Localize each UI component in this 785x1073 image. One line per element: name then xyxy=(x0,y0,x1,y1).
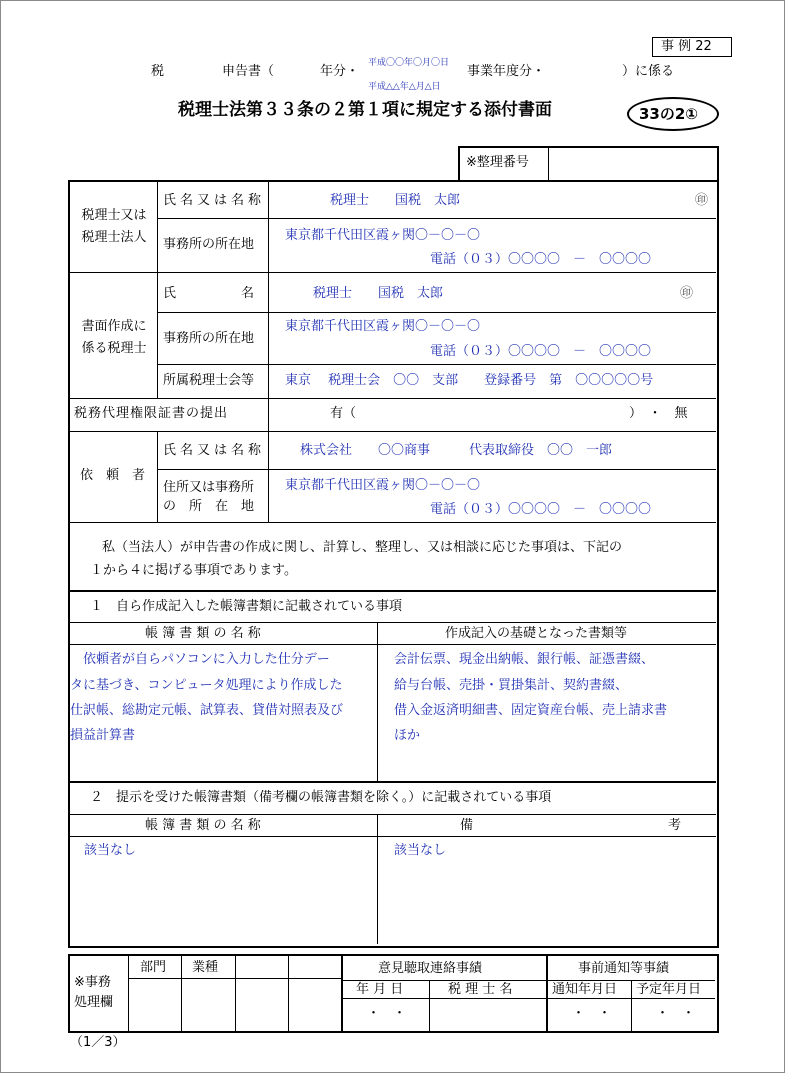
office-dots: ・ ・ xyxy=(367,1006,407,1021)
client-name-value: 株式会社 〇〇商事 代表取締役 〇〇 一郎 xyxy=(300,443,613,458)
page-number: （1／3） xyxy=(70,1035,126,1050)
preparer-association-label: 所属税理士会等 xyxy=(163,373,255,388)
preparer-phone-value: 電話（０３）〇〇〇〇 － 〇〇〇〇 xyxy=(430,344,652,359)
section2-title: ２ 提示を受けた帳簿書類（備考欄の帳簿書類を除く。）に記載されている事項 xyxy=(90,790,552,805)
office-dots: ・ ・ xyxy=(656,1006,696,1021)
office-nengappi: 年 月 日 xyxy=(356,982,404,997)
office-jizen-header: 事前通知等事績 xyxy=(578,961,670,976)
office-tsuchi-date: 通知年月日 xyxy=(552,982,618,997)
section1-col2-header: 作成記入の基礎となった書類等 xyxy=(445,626,628,641)
header-kakaru: ）に係る xyxy=(622,64,675,79)
section2-col2-header: 備 考 xyxy=(460,818,682,833)
section1-col2-line: 会計伝票、現金出納帳、銀行帳、証憑書綴、 xyxy=(394,652,655,667)
office-iken-header: 意見聴取連絡事績 xyxy=(378,961,483,976)
section2-col1-value: 該当なし xyxy=(84,843,137,858)
office-bumon: 部門 xyxy=(140,960,167,975)
tax-accountant-name-label: 氏名又は名称 xyxy=(163,193,266,208)
section1-col1-line: 損益計算書 xyxy=(70,728,136,743)
proxy-label: 税務代理権限証書の提出 xyxy=(74,406,229,421)
section1-col1-header: 帳 簿 書 類 の 名 称 xyxy=(145,626,261,641)
preparer-group-label: 書面作成に 係る税理士 xyxy=(81,319,147,356)
preparer-name-label: 氏 名 xyxy=(163,286,255,301)
tax-accountant-address-label: 事務所の所在地 xyxy=(163,237,255,252)
office-dots: ・ ・ xyxy=(572,1006,612,1021)
tax-accountant-name-value: 税理士 国税 太郎 xyxy=(330,193,461,208)
example-badge xyxy=(652,37,732,57)
section2-col1-header: 帳 簿 書 類 の 名 称 xyxy=(145,818,261,833)
preparer-seal: ㊞ xyxy=(680,286,694,301)
section1-col1-line: タに基づき、コンピュータ処理により作成した xyxy=(70,678,343,693)
office-yotei-date: 予定年月日 xyxy=(636,982,702,997)
client-address-label: 住所又は事務所 xyxy=(163,480,255,495)
section1-title: １ 自ら作成記入した帳簿書類に記載されている事項 xyxy=(90,599,403,614)
client-name-label: 氏名又は名称 xyxy=(163,443,266,458)
header-zei: 税 xyxy=(151,64,165,79)
preparer-association-value: 東京 税理士会 〇〇 支部 登録番号 第 〇〇〇〇〇号 xyxy=(285,373,654,388)
section1-col1-line: 仕訳帳、総勘定元帳、試算表、貸借対照表及び xyxy=(70,703,344,718)
section1-col2-line: ほか xyxy=(394,728,421,743)
section1-col2-line: 給与台帳、売掛・買掛集計、契約書綴、 xyxy=(394,678,629,693)
seiri-input[interactable] xyxy=(550,148,713,178)
client-address-value: 東京都千代田区霞ヶ関〇－〇－〇 xyxy=(285,478,481,493)
office-zeirishi-mei: 税 理 士 名 xyxy=(448,982,513,997)
client-address-label2: の 所 在 地 xyxy=(163,499,255,514)
preparer-address-value: 東京都千代田区霞ヶ関〇－〇－〇 xyxy=(285,319,481,334)
preparer-address-label: 事務所の所在地 xyxy=(163,331,255,346)
proxy-value: 有（ ） ・ 無 xyxy=(330,406,688,421)
header-jigyo: 事業年度分・ xyxy=(467,64,546,79)
seiri-label: ※整理番号 xyxy=(466,155,529,170)
tax-accountant-seal: ㊞ xyxy=(695,193,709,208)
office-label: ※事務 処理欄 xyxy=(74,975,114,1010)
statement-line2: １から４に掲げる事項であります。 xyxy=(90,563,297,578)
section1-col2-line: 借入金返済明細書、固定資産台帳、売上請求書 xyxy=(394,703,668,718)
client-phone-value: 電話（０３）〇〇〇〇 － 〇〇〇〇 xyxy=(430,502,652,517)
page-title: 税理士法第３３条の２第１項に規定する添付書面 xyxy=(178,100,552,120)
office-gyoshu: 業種 xyxy=(192,960,219,975)
section1-col1-line: 依頼者が自らパソコンに入力した仕分デー xyxy=(70,652,330,667)
tax-accountant-phone-value: 電話（０３）〇〇〇〇 － 〇〇〇〇 xyxy=(430,252,652,267)
tax-accountant-address-value: 東京都千代田区霞ヶ関〇－〇－〇 xyxy=(285,228,481,243)
example-label: 事 例 22 xyxy=(661,39,712,54)
preparer-name-value: 税理士 国税 太郎 xyxy=(313,286,444,301)
form-number-badge xyxy=(627,97,719,131)
section2-col2-value: 該当なし xyxy=(394,843,447,858)
header-shinkokusho: 申告書（ xyxy=(222,64,275,79)
tax-accountant-group-label: 税理士又は 税理士法人 xyxy=(81,208,147,245)
client-group-label: 依 頼 者 xyxy=(80,468,146,483)
header-nenbun: 年分・ xyxy=(320,64,360,79)
statement-line1: 私（当法人）が申告書の作成に関し、計算し、整理し、又は相談に応じた事項は、下記の xyxy=(102,540,623,555)
date-to: 平成△△年△月△日 xyxy=(368,82,441,92)
date-from: 平成〇〇年〇月〇日 xyxy=(368,58,450,68)
form-number: 33の2① xyxy=(639,105,699,123)
